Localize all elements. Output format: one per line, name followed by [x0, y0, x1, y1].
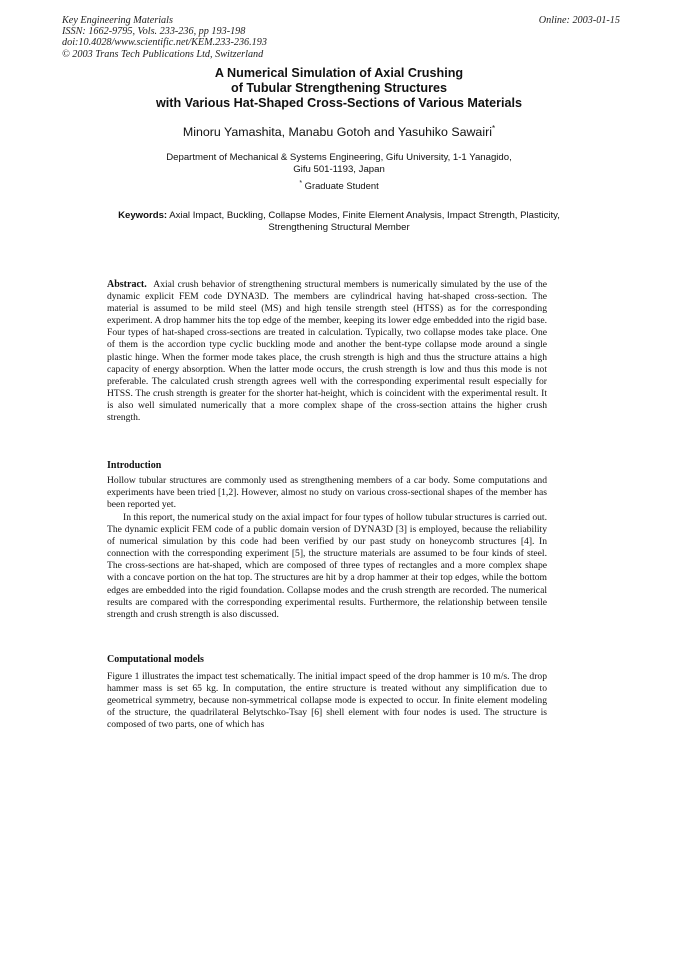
- title-line-2: of Tubular Strengthening Structures: [231, 81, 447, 95]
- online-date: Online: 2003-01-15: [538, 15, 620, 26]
- introduction-paragraph-2: In this report, the numerical study on the axial impact for four types of hollow tubular structures is carried out. The dynamic explicit FEM code of a public domain version of DYNA3D [3] is employed, because the reliability of numerical simulation by this code had been verified by our past study on honeycomb structures [4]. In connection with the corresponding experiment [5], the structure materials are assumed to be four kinds of steel. The cross-sections are hat-shaped, which are composed of three types of rectangles and a more complex shape with a concave portion on the hat top. The structures are hit by a drop hammer at their top edges, while the bottom edges are embedded into the rigid foundation. Collapse modes and the crush strength are recorded. The numerical results are compared with the corresponding experimental results. Furthermore, the relationship between tensile strength and crush strength is also discussed.: [107, 512, 547, 620]
- issn-line: ISSN: 1662-9795, Vols. 233-236, pp 193-198: [62, 26, 246, 38]
- keywords-label: Keywords:: [118, 210, 168, 221]
- journal-name: Key Engineering Materials: [62, 15, 173, 26]
- section-heading-introduction: Introduction: [107, 460, 162, 471]
- affiliation-line-2: Gifu 501-1193, Japan: [293, 164, 385, 175]
- copyright-line: © 2003 Trans Tech Publications Ltd, Switzerland: [62, 48, 264, 60]
- keywords-text: Axial Impact, Buckling, Collapse Modes, Finite Element Analysis, Impact Strength, Plasticity, Strengthening Structural Member: [169, 210, 560, 233]
- author-names: Minoru Yamashita, Manabu Gotoh and Yasuhiko Sawairi: [182, 125, 492, 140]
- keywords: [110, 210, 568, 234]
- abstract-label: Abstract.: [107, 279, 147, 290]
- affiliation: [120, 152, 558, 176]
- title-line-3: with Various Hat-Shaped Cross-Sections of Various Materials: [155, 96, 522, 110]
- section-heading-computational-models: Computational models: [107, 654, 204, 665]
- author-list: [100, 124, 578, 139]
- affiliation-line-1: Department of Mechanical & Systems Engineering, Gifu University, 1-1 Yanagido,: [166, 152, 512, 163]
- paper-title: [110, 66, 568, 111]
- abstract-text: Axial crush behavior of strengthening structural members is numerically simulated by the use of the dynamic explicit FEM code DYNA3D. The members are cylindrical having hat-shaped cross-section. The material is assumed to be mild steel (MS) and high tensile strength steel (HTSS) as for the corresponding experiment. A drop hammer hits the top edge of the member, keeping its lower edge embedded into the rigid base. Four types of hat-shaped cross-sections are treated in calculation. Typically, two collapse modes take place. One of them is the accordion type cyclic buckling mode and another the bent-type collapse mode around a single plastic hinge. When the former mode takes place, the crush strength is high and thus the structure attains a high capacity of energy absorption. When the latter mode occurs, the crush strength is low and thus this mode is not preferable. The calculated crush strength agrees well with the corresponding experimental result especially for HTSS. The crush strength is greater for the shorter hat-height, which is coincident with the experimental result. It is also well simulated numerically that a more complex shape of the cross-section attains the higher crush strength.: [107, 279, 547, 424]
- journal-header: [62, 15, 267, 60]
- title-line-1: A Numerical Simulation of Axial Crushing: [214, 66, 464, 80]
- footnote-mark: *: [299, 180, 303, 187]
- footnote-text: Graduate Student: [304, 180, 379, 192]
- footnote: [120, 180, 558, 191]
- author-footnote-mark: *: [491, 124, 496, 133]
- doi-line: doi:10.4028/www.scientific.net/KEM.233-236.193: [62, 37, 267, 49]
- abstract: [107, 279, 547, 424]
- computational-paragraph-1: Figure 1 illustrates the impact test schematically. The initial impact speed of the drop hammer is 10 m/s. The drop hammer mass is set 65 kg. In computation, the entire structure is treated without any simplification due to geometrical symmetry, because non-symmetrical collapse mode is expected to occur. In finite element modeling of the structure, the quadrilateral Belytschko-Tsay [6] shell element with four nodes is used. The structure is composed of two parts, one of which has: [107, 671, 547, 731]
- introduction-paragraph-1: Hollow tubular structures are commonly used as strengthening members of a car body. Some computations and experiments have been tried [1,2]. However, almost no study on various cross-sectional shapes of the member has been reported yet.: [107, 475, 547, 511]
